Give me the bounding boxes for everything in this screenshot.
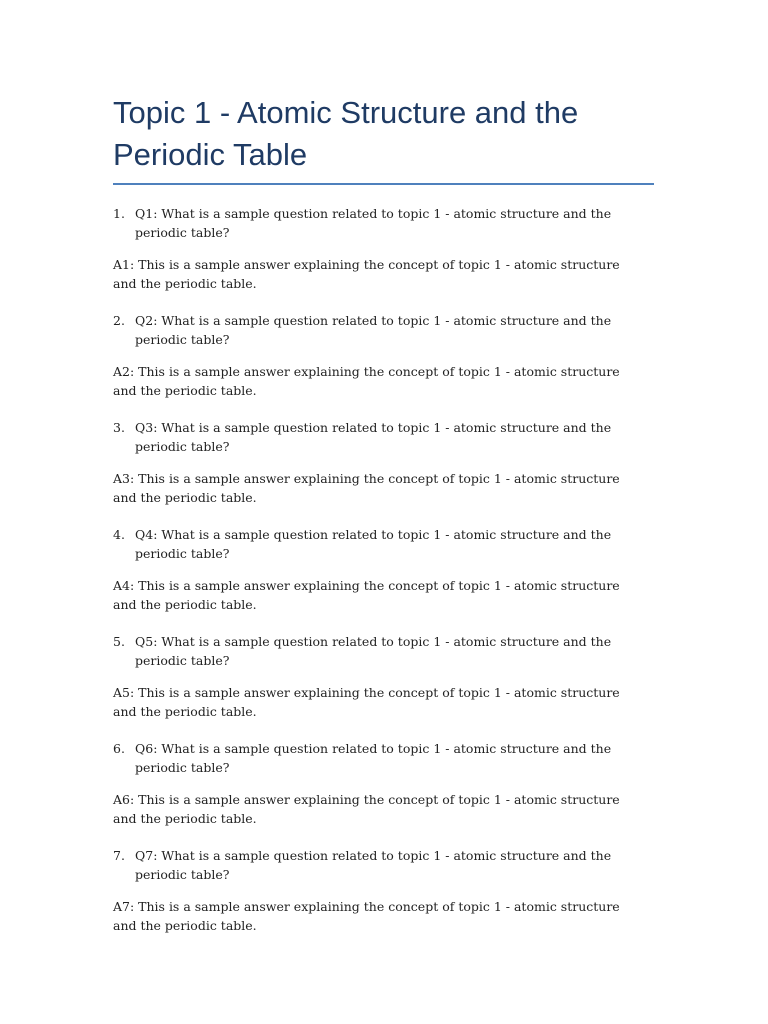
answer-text: A6: This is a sample answer explaining the concept of topic 1 - atomic structure and the periodic table. [113, 792, 620, 826]
question-item [113, 525, 654, 563]
question-item [113, 418, 654, 456]
question-number: 7. [113, 848, 125, 863]
answer-text: A4: This is a sample answer explaining the concept of topic 1 - atomic structure and the periodic table. [113, 578, 620, 612]
answer-text: A3: This is a sample answer explaining the concept of topic 1 - atomic structure and the periodic table. [113, 471, 620, 505]
question-item [113, 846, 654, 884]
answer-text: A1: This is a sample answer explaining the concept of topic 1 - atomic structure and the periodic table. [113, 257, 620, 291]
question-text: Q5: What is a sample question related to topic 1 - atomic structure and the periodic table? [135, 634, 612, 668]
question-number: 1. [113, 206, 125, 221]
question-number: 6. [113, 741, 125, 756]
question-text: Q7: What is a sample question related to topic 1 - atomic structure and the periodic table? [135, 848, 612, 882]
answer-text: A7: This is a sample answer explaining the concept of topic 1 - atomic structure and the periodic table. [113, 899, 620, 933]
qa-list [113, 204, 654, 935]
answer-text: A5: This is a sample answer explaining the concept of topic 1 - atomic structure and the periodic table. [113, 685, 620, 719]
question-item [113, 739, 654, 777]
question-text: Q1: What is a sample question related to topic 1 - atomic structure and the periodic table? [135, 206, 612, 240]
page-title: Topic 1 - Atomic Structure and the Periodic Table [113, 92, 654, 185]
question-number: 3. [113, 420, 125, 435]
answer-text: A2: This is a sample answer explaining the concept of topic 1 - atomic structure and the periodic table. [113, 364, 620, 398]
question-text: Q4: What is a sample question related to topic 1 - atomic structure and the periodic table? [135, 527, 612, 561]
question-number: 4. [113, 527, 125, 542]
question-item [113, 311, 654, 349]
question-item [113, 632, 654, 670]
question-number: 5. [113, 634, 125, 649]
question-text: Q2: What is a sample question related to topic 1 - atomic structure and the periodic table? [135, 313, 612, 347]
question-item [113, 204, 654, 242]
question-text: Q3: What is a sample question related to topic 1 - atomic structure and the periodic table? [135, 420, 612, 454]
document-page [113, 92, 654, 935]
question-number: 2. [113, 313, 125, 328]
question-text: Q6: What is a sample question related to topic 1 - atomic structure and the periodic table? [135, 741, 612, 775]
